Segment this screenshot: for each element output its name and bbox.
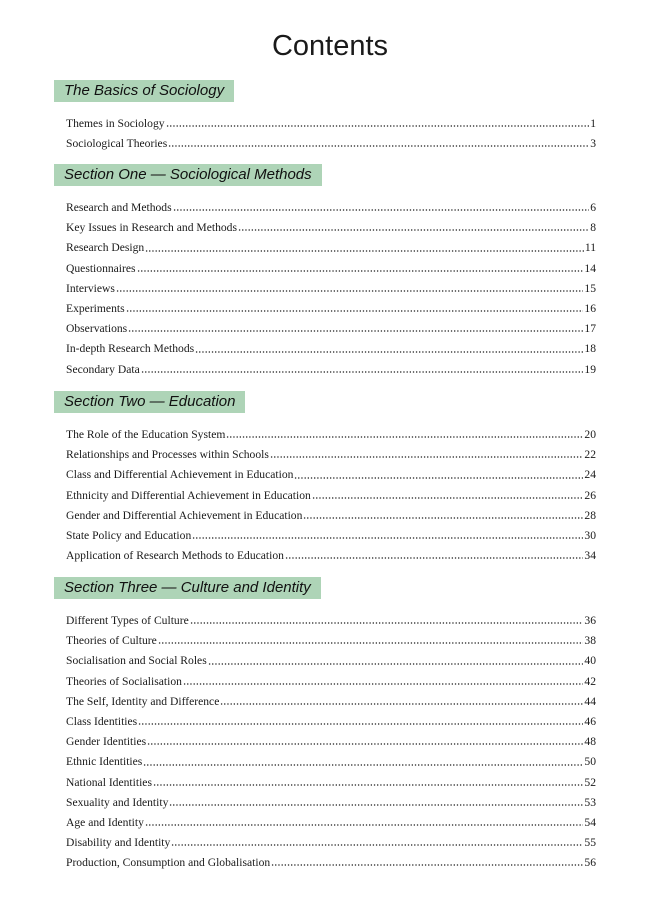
toc-entry xyxy=(66,712,596,732)
dot-leader xyxy=(138,723,583,725)
section-entries xyxy=(54,114,596,154)
dot-leader xyxy=(238,229,589,231)
section-culture-and-identity xyxy=(54,577,596,873)
toc-entry-page-number: 44 xyxy=(584,694,596,708)
toc-entry xyxy=(66,486,596,506)
toc-entry-title: Theories of Culture xyxy=(66,634,157,648)
dot-leader xyxy=(169,804,583,806)
toc-entry-page-number: 20 xyxy=(584,428,596,441)
toc-entry xyxy=(66,752,596,772)
dot-leader xyxy=(171,844,583,846)
toc-entry-title: Gender Identities xyxy=(66,735,147,749)
section-sociological-methods xyxy=(54,164,596,380)
toc-entry-title: State Policy and Education xyxy=(66,528,192,542)
toc-entry-title: Secondary Data xyxy=(66,362,140,376)
toc-entry-title: Class Identities xyxy=(66,714,138,728)
toc-entry xyxy=(66,813,596,833)
toc-entry xyxy=(66,339,596,359)
toc-entry xyxy=(66,793,596,813)
toc-entry-page-number: 18 xyxy=(584,342,596,356)
toc-entry xyxy=(66,631,596,651)
toc-entry xyxy=(66,773,596,793)
toc-entry-title: Themes in Sociology xyxy=(66,117,165,130)
dot-leader xyxy=(137,270,584,272)
toc-entry xyxy=(66,134,596,154)
dot-leader xyxy=(303,517,583,519)
toc-entry-page-number: 48 xyxy=(584,735,596,749)
toc-entry-title: Questionnaires xyxy=(66,261,136,275)
toc-entry-title: Experiments xyxy=(66,301,125,315)
toc-entry-title: Different Types of Culture xyxy=(66,614,189,627)
toc-entry xyxy=(66,319,596,339)
toc-entry-page-number: 52 xyxy=(584,775,596,789)
toc-entry-title: Sociological Theories xyxy=(66,137,168,151)
dot-leader xyxy=(195,351,583,353)
toc-entry xyxy=(66,259,596,279)
toc-entry-page-number: 56 xyxy=(584,856,596,870)
dot-leader xyxy=(153,784,583,786)
toc-entry-page-number: 8 xyxy=(590,221,596,235)
section-entries xyxy=(54,611,596,873)
dot-leader xyxy=(192,537,583,539)
dot-leader xyxy=(143,764,583,766)
toc-entry xyxy=(66,218,596,238)
toc-entry xyxy=(66,425,596,445)
toc-entry-title: Ethnic Identities xyxy=(66,755,143,769)
toc-entry xyxy=(66,611,596,631)
toc-entry xyxy=(66,833,596,853)
toc-entry-page-number: 22 xyxy=(584,448,596,462)
dot-leader xyxy=(126,310,584,312)
page-title: Contents xyxy=(271,30,389,62)
toc-entry xyxy=(66,360,596,380)
toc-entry-title: Interviews xyxy=(66,281,115,295)
toc-entry xyxy=(66,692,596,712)
toc-entry-title: Disability and Identity xyxy=(66,836,171,850)
toc-entry-title: Key Issues in Research and Methods xyxy=(66,221,237,235)
dot-leader xyxy=(168,145,589,147)
toc-entry-title: Ethnicity and Differential Achievement in Education xyxy=(66,488,311,502)
toc-entry-page-number: 34 xyxy=(584,549,596,563)
toc-entry-title: In-depth Research Methods xyxy=(66,342,195,356)
toc-entry xyxy=(66,238,596,258)
toc-entry-page-number: 53 xyxy=(584,795,596,809)
dot-leader xyxy=(312,497,584,499)
toc-entry-page-number: 19 xyxy=(584,362,596,376)
toc-entry-page-number: 42 xyxy=(584,674,596,688)
toc-entry-title: Theories of Socialisation xyxy=(66,674,182,688)
dot-leader xyxy=(226,436,583,438)
toc-entry-title: National Identities xyxy=(66,775,152,789)
dot-leader xyxy=(285,557,583,559)
dot-leader xyxy=(145,250,584,252)
toc-entry xyxy=(66,732,596,752)
dot-leader xyxy=(141,371,584,373)
dot-leader xyxy=(183,683,583,685)
dot-leader xyxy=(294,477,583,479)
toc-entry-page-number: 24 xyxy=(584,468,596,482)
section-heading: The Basics of Sociology xyxy=(54,80,234,102)
section-entries xyxy=(54,198,596,380)
toc-entry-page-number: 17 xyxy=(584,322,596,336)
toc-entry xyxy=(66,279,596,299)
toc-entry-page-number: 15 xyxy=(584,281,596,295)
section-heading: Section One — Sociological Methods xyxy=(54,164,322,186)
dot-leader xyxy=(158,642,584,644)
toc-entry-page-number: 14 xyxy=(584,261,596,275)
dot-leader xyxy=(271,864,583,866)
toc-entry xyxy=(66,506,596,526)
toc-entry-page-number: 54 xyxy=(584,815,596,829)
dot-leader xyxy=(128,330,583,332)
toc-entry-page-number: 46 xyxy=(584,714,596,728)
toc-entry xyxy=(66,198,596,218)
dot-leader xyxy=(145,824,583,826)
toc-entry-title: Class and Differential Achievement in Education xyxy=(66,468,294,482)
toc-entry xyxy=(66,465,596,485)
dot-leader xyxy=(220,703,583,705)
dot-leader xyxy=(208,663,584,665)
toc-entry-page-number: 50 xyxy=(584,755,596,769)
toc-entry-title: Gender and Differential Achievement in Education xyxy=(66,508,303,522)
toc-entry-page-number: 3 xyxy=(590,137,596,151)
toc-entry-page-number: 1 xyxy=(590,117,596,130)
toc-entry-page-number: 11 xyxy=(584,241,596,255)
toc-entry-title: The Self, Identity and Difference xyxy=(66,694,220,708)
toc-entry-title: Production, Consumption and Globalisation xyxy=(66,856,271,870)
toc-entry xyxy=(66,445,596,465)
toc-entry xyxy=(66,546,596,566)
dot-leader xyxy=(166,125,590,127)
toc-entry-page-number: 40 xyxy=(584,654,596,668)
dot-leader xyxy=(173,209,590,211)
toc-entry-page-number: 28 xyxy=(584,508,596,522)
toc-entry-title: Research and Methods xyxy=(66,201,172,214)
section-heading: Section Two — Education xyxy=(54,391,245,413)
toc-entry-title: The Role of the Education System xyxy=(66,428,226,441)
toc-entry xyxy=(66,526,596,546)
toc-entry-page-number: 26 xyxy=(584,488,596,502)
toc-entry-page-number: 55 xyxy=(584,836,596,850)
toc-entry xyxy=(66,672,596,692)
dot-leader xyxy=(116,290,583,292)
dot-leader xyxy=(270,456,584,458)
toc-entry-title: Observations xyxy=(66,322,128,336)
section-heading: Section Three — Culture and Identity xyxy=(54,577,321,599)
section-education xyxy=(54,391,596,566)
toc-entry-title: Relationships and Processes within Schools xyxy=(66,448,269,462)
toc-entry-title: Age and Identity xyxy=(66,815,144,829)
toc-entry xyxy=(66,299,596,319)
toc-entry-page-number: 36 xyxy=(584,614,596,627)
toc-entry-title: Application of Research Methods to Education xyxy=(66,549,284,563)
section-basics-of-sociology xyxy=(54,80,596,154)
dot-leader xyxy=(147,743,583,745)
toc-entry-title: Research Design xyxy=(66,241,145,255)
toc-entry-page-number: 6 xyxy=(590,201,596,214)
toc-entry-title: Sexuality and Identity xyxy=(66,795,169,809)
toc-entry-title: Socialisation and Social Roles xyxy=(66,654,207,668)
section-entries xyxy=(54,425,596,566)
toc-entry xyxy=(66,651,596,671)
toc-entry-page-number: 38 xyxy=(584,634,596,648)
dot-leader xyxy=(190,622,584,624)
toc-entry-page-number: 30 xyxy=(584,528,596,542)
toc-entry xyxy=(66,853,596,873)
toc-entry-page-number: 16 xyxy=(584,301,596,315)
toc-entry xyxy=(66,114,596,134)
